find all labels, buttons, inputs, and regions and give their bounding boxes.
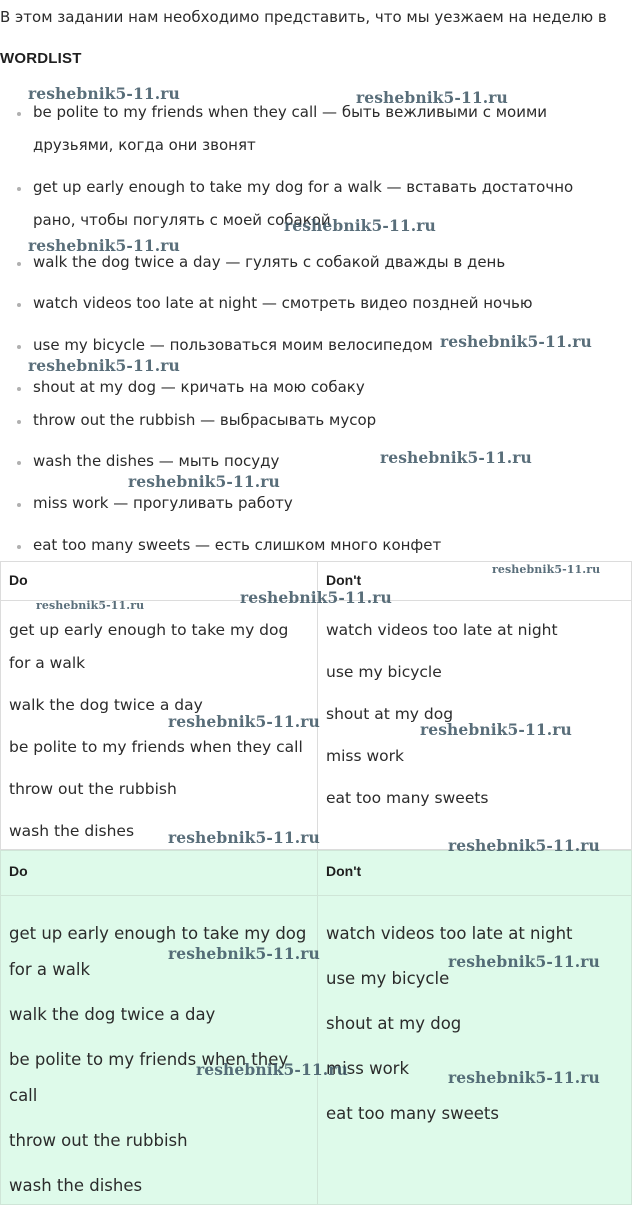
do-item: be polite to my friends when they call [9,738,303,756]
do-item: wash the dishes [9,822,135,840]
do-dont-table [0,561,632,850]
watermark: reshebnik5-11.ru [284,216,436,235]
watermark: reshebnik5-11.ru [28,236,180,255]
watermark: reshebnik5-11.ru [492,563,601,576]
dont-item: miss work [326,1059,410,1078]
bullet-icon [17,187,21,191]
bullet-icon [17,420,21,424]
dont-item: shout at my dog [326,1014,462,1033]
do-item: get up early enough to take my dog for a walk [9,924,307,979]
do-item: throw out the rubbish [9,1131,188,1150]
list-item-text: be polite to my friends when they call — быть вежливыми с моими друзьями, когда они звонят [33,103,548,154]
bullet-icon [17,545,21,549]
dont-item: eat too many sweets [326,1104,499,1123]
watermark: reshebnik5-11.ru [168,828,320,847]
dont-item: eat too many sweets [326,789,489,807]
dont-item: use my bicycle [326,663,442,681]
watermark: reshebnik5-11.ru [36,599,145,612]
do-item: be polite to my friends when they call [9,1050,289,1105]
watermark: reshebnik5-11.ru [448,836,600,855]
bullet-icon [17,303,21,307]
table-header-dont: Don't [318,562,632,601]
watermark: reshebnik5-11.ru [128,472,280,491]
list-item-text: use my bicycle — пользоваться моим велосипедом [33,336,433,354]
list-item-text: shout at my dog — кричать на мою собаку [33,378,365,396]
watermark: reshebnik5-11.ru [420,720,572,739]
list-item [0,404,620,437]
do-item: walk the dog twice a day [9,1005,216,1024]
watermark: reshebnik5-11.ru [380,448,532,467]
wordlist-title: WORDLIST [0,50,82,67]
bullet-icon [17,112,21,116]
watermark: reshebnik5-11.ru [448,1068,600,1087]
do-item: walk the dog twice a day [9,696,203,714]
list-item [0,371,620,404]
watermark: reshebnik5-11.ru [448,952,600,971]
bullet-icon [17,345,21,349]
watermark: reshebnik5-11.ru [168,944,320,963]
do-dont-table-highlighted [0,850,632,1205]
list-item-text: walk the dog twice a day — гулять с собакой дважды в день [33,253,506,271]
watermark: reshebnik5-11.ru [440,332,592,351]
watermark: reshebnik5-11.ru [356,88,508,107]
watermark: reshebnik5-11.ru [240,588,392,607]
intro-text: В этом задании нам необходимо представить, что мы уезжаем на неделю в [0,8,607,26]
table-header-do: Do [1,851,318,896]
dont-item: use my bicycle [326,969,450,988]
list-item [0,329,620,362]
watermark: reshebnik5-11.ru [28,356,180,375]
table-header-do: Do [1,562,318,601]
do-column [1,896,318,1205]
do-item: throw out the rubbish [9,780,177,798]
list-item-text: miss work — прогуливать работу [33,494,293,512]
list-item-text: get up early enough to take my dog for a walk — вставать достаточно рано, чтобы погулять с моей собакой [33,178,574,229]
dont-item: miss work [326,747,404,765]
list-item-text: eat too many sweets — есть слишком много конфет [33,536,442,554]
list-item [0,171,620,237]
dont-column [318,896,632,1205]
dont-item: watch videos too late at night [326,621,558,639]
table-header-dont: Don't [318,851,632,896]
watermark: reshebnik5-11.ru [168,712,320,731]
dont-item: shout at my dog [326,705,454,723]
list-item [0,487,620,520]
list-item [0,445,620,478]
do-item: get up early enough to take my dog for a walk [9,621,289,672]
list-item-text: watch videos too late at night — смотреть видео поздней ночью [33,294,533,312]
dont-item: watch videos too late at night [326,924,573,943]
watermark: reshebnik5-11.ru [28,84,180,103]
dont-column [318,601,632,850]
list-item-text: wash the dishes — мыть посуду [33,452,280,470]
watermark: reshebnik5-11.ru [196,1060,348,1079]
bullet-icon [17,262,21,266]
bullet-icon [17,503,21,507]
bullet-icon [17,461,21,465]
list-item [0,287,620,320]
list-item [0,529,620,562]
bullet-icon [17,387,21,391]
list-item [0,246,620,279]
list-item [0,96,620,162]
do-column [1,601,318,850]
do-item: wash the dishes [9,1176,143,1195]
list-item-text: throw out the rubbish — выбрасывать мусор [33,411,377,429]
